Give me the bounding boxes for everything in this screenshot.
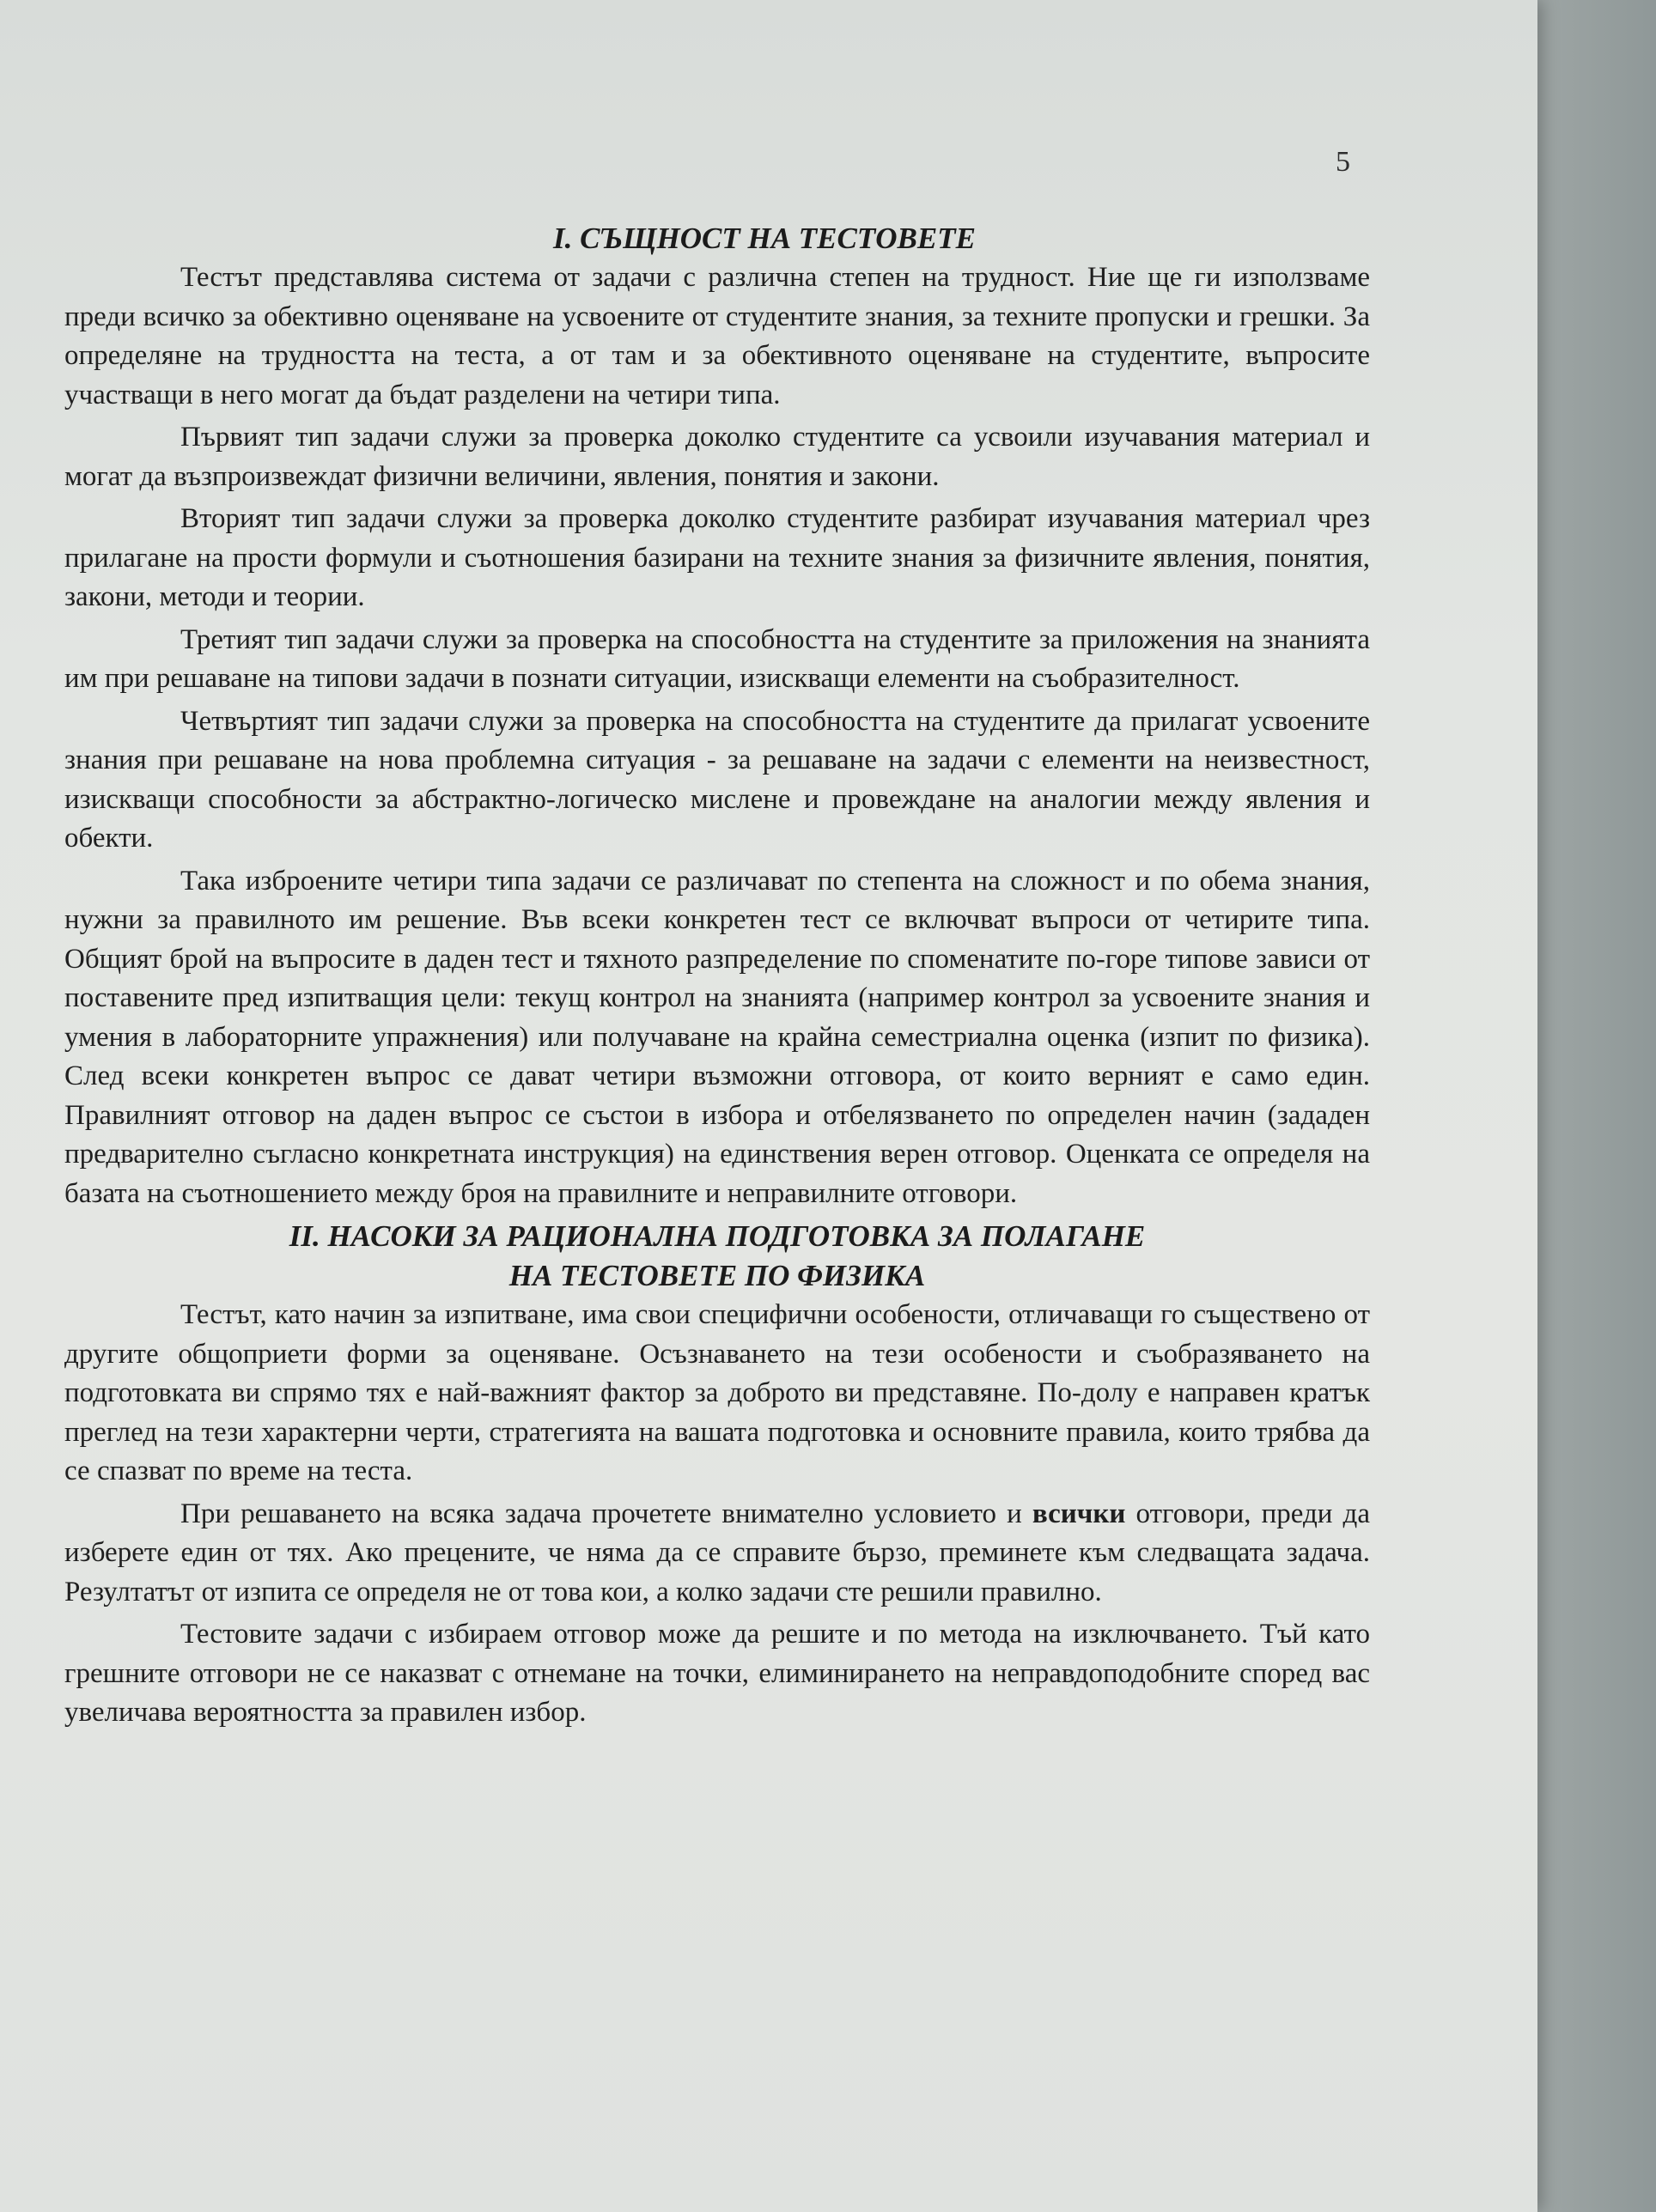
section-1-paragraph: Тестът представлява система от задачи с различна степен на трудност. Ние ще ги използваме преди всичко за обективно оценяване на усвоените от студентите знания, за техните пропуски и грешки. За определяне на трудността на теста, а от там и за обективното оценяване на студентите, въпросите участващи в него могат да бъдат разделени на четири типа. <box>64 262 1370 410</box>
section-1-title: I. СЪЩНОСТ НА ТЕСТОВЕТЕ <box>553 222 976 255</box>
section-1-paragraph: Така изброените четири типа задачи се различават по степента на сложност и по обема знания, нужни за правилното им решение. Във всеки конкретен тест се включват въпроси от четирите типа. Общият брой на въпросите в даден тест и тяхното разпределение по споменатите по-горе типове зависи от поставените пред изпитващия цели: текущ контрол на знанията (например контрол за усвоените знания и умения в лабораторните упражнения) или получаване на крайна семестриална оценка (изпит по физика). След всеки конкретен въпрос се дават четири възможни отговора, от които верният е само един. Правилният отговор на даден въпрос се състои в избора и отбелязването по определен начин (зададен предварително съгласно конкретната инструкция) на единствения верен отговор. Оценката се определя на базата на съотношението между броя на правилните и неправилните отговори. <box>64 865 1370 1209</box>
section-1-paragraph: Четвъртият тип задачи служи за проверка на способността на студентите да прилагат усвоените знания при решаване на нова проблемна ситуация - за решаване на задачи с елементи на неизвестност, изискващи способности за абстрактно-логическо мислене и провеждане на аналогии между явления и обекти. <box>64 705 1370 854</box>
page-content <box>64 219 1370 1736</box>
section-2-paragraph: Тестовите задачи с избираем отговор може да решите и по метода на изключването. Тъй като грешните отговори не се наказват с отнемане на точки, елиминирането на неправдоподобните според вас увеличава вероятността за правилен избор. <box>64 1619 1370 1728</box>
section-2-paragraph: Тестът, като начин за изпитване, има свои специфични особености, отличаващи го съществено от другите общоприети форми за оценяване. Осъзнаването на тези особености и съобразяването на подготовката ви спрямо тях е най-важният фактор за доброто ви представяне. По-долу е направен кратък преглед на тези характерни черти, стратегията на вашата подготовка и основните правила, които трябва да се спазват по време на теста. <box>64 1299 1370 1486</box>
section-2-title-line-2: НА ТЕСТОВЕТЕ ПО ФИЗИКА <box>508 1259 926 1292</box>
section-1-paragraph: Вторият тип задачи служи за проверка доколко студентите разбират изучавания материал чрез прилагане на прости формули и съотношения базирани на техните знания за физичните явления, понятия, закони, методи и теории. <box>64 503 1370 612</box>
section-1-paragraph: Първият тип задачи служи за проверка доколко студентите са усвоили изучавания материал и могат да възпроизвеждат физични величини, явления, понятия и закони. <box>64 422 1370 492</box>
emphasis-bold-word: всички <box>1032 1498 1126 1529</box>
section-2-paragraph-with-emphasis <box>64 1495 1370 1613</box>
page-number: 5 <box>1336 146 1350 178</box>
emphasis-text-before: При решаването на всяка задача прочетете внимателно условието и <box>180 1498 1032 1529</box>
section-2-title-line-1: II. НАСОКИ ЗА РАЦИОНАЛНА ПОДГОТОВКА ЗА ПОЛАГАНЕ <box>289 1219 1146 1253</box>
section-2-title <box>64 1217 1370 1296</box>
emphasis-text-after: отговори, преди да изберете един от тях. Ако прецените, че няма да се справите бързо, преминете към следващата задача. Резултатът от изпита се определя не от това кои, а колко задачи сте решили правилно. <box>64 1498 1370 1607</box>
section-1-paragraph: Третият тип задачи служи за проверка на способността на студентите за приложения на знанията им при решаване на типови задачи в познати ситуации, изискващи елементи на съобразителност. <box>64 623 1370 694</box>
